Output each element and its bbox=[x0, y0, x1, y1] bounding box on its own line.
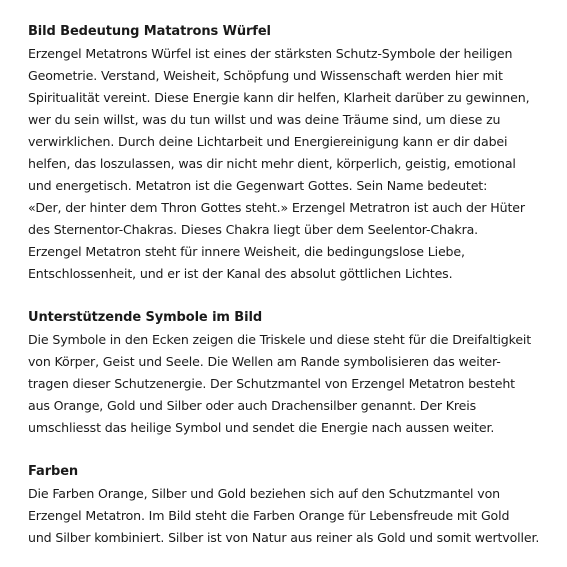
section-heading-meaning: Bild Bedeutung Matatrons Würfel bbox=[28, 24, 271, 39]
text-line: Erzengel Metatrons Würfel ist eines der stärksten Schutz-Symbole der heiligen bbox=[28, 46, 513, 61]
text-line: verwirklichen. Durch deine Lichtarbeit und Energiereinigung kann er dir dabei bbox=[28, 134, 508, 149]
text-line: Erzengel Metatron. Im Bild steht die Farben Orange für Lebensfreude mit Gold bbox=[28, 508, 510, 523]
text-line: und Silber kombiniert. Silber ist von Natur aus reiner als Gold und somit wertvoller. bbox=[28, 530, 540, 545]
text-line: von Körper, Geist und Seele. Die Wellen am Rande symbolisieren das weiter- bbox=[28, 354, 501, 369]
document-page bbox=[28, 21, 554, 549]
section-colors bbox=[28, 461, 554, 549]
section-heading-supporting-symbols: Unterstützende Symbole im Bild bbox=[28, 310, 263, 325]
text-line: wer du sein willst, was du tun willst und was deine Träume sind, um diese zu bbox=[28, 112, 501, 127]
section-heading-colors: Farben bbox=[28, 464, 79, 479]
text-line: und energetisch. Metatron ist die Gegenwart Gottes. Sein Name bedeutet: bbox=[28, 178, 488, 193]
section-meaning bbox=[28, 21, 554, 285]
text-line: Die Farben Orange, Silber und Gold beziehen sich auf den Schutzmantel von bbox=[28, 486, 500, 501]
text-line: Die Symbole in den Ecken zeigen die Triskele und diese steht für die Dreifaltigkeit bbox=[28, 332, 532, 347]
section-body-supporting-symbols bbox=[28, 329, 554, 439]
text-line: tragen dieser Schutzenergie. Der Schutzmantel von Erzengel Metatron besteht bbox=[28, 376, 515, 391]
text-line: Entschlossenheit, und er ist der Kanal des absolut göttlichen Lichtes. bbox=[28, 266, 453, 281]
text-line: Geometrie. Verstand, Weisheit, Schöpfung und Wissenschaft werden hier mit bbox=[28, 68, 503, 83]
text-line: umschliesst das heilige Symbol und sendet die Energie nach aussen weiter. bbox=[28, 420, 495, 435]
text-line: helfen, das loszulassen, was dir nicht mehr dient, körperlich, geistig, emotional bbox=[28, 156, 516, 171]
text-line: des Sternentor-Chakras. Dieses Chakra liegt über dem Seelentor-Chakra. bbox=[28, 222, 479, 237]
section-body-meaning bbox=[28, 43, 554, 285]
text-line: Spiritualität vereint. Diese Energie kann dir helfen, Klarheit darüber zu gewinnen, bbox=[28, 90, 530, 105]
text-line: aus Orange, Gold und Silber oder auch Drachensilber genannt. Der Kreis bbox=[28, 398, 477, 413]
section-supporting-symbols bbox=[28, 307, 554, 439]
text-line: Erzengel Metatron steht für innere Weisheit, die bedingungslose Liebe, bbox=[28, 244, 465, 259]
section-body-colors bbox=[28, 483, 554, 549]
text-line: «Der, der hinter dem Thron Gottes steht.» Erzengel Metratron ist auch der Hüter bbox=[28, 200, 525, 215]
